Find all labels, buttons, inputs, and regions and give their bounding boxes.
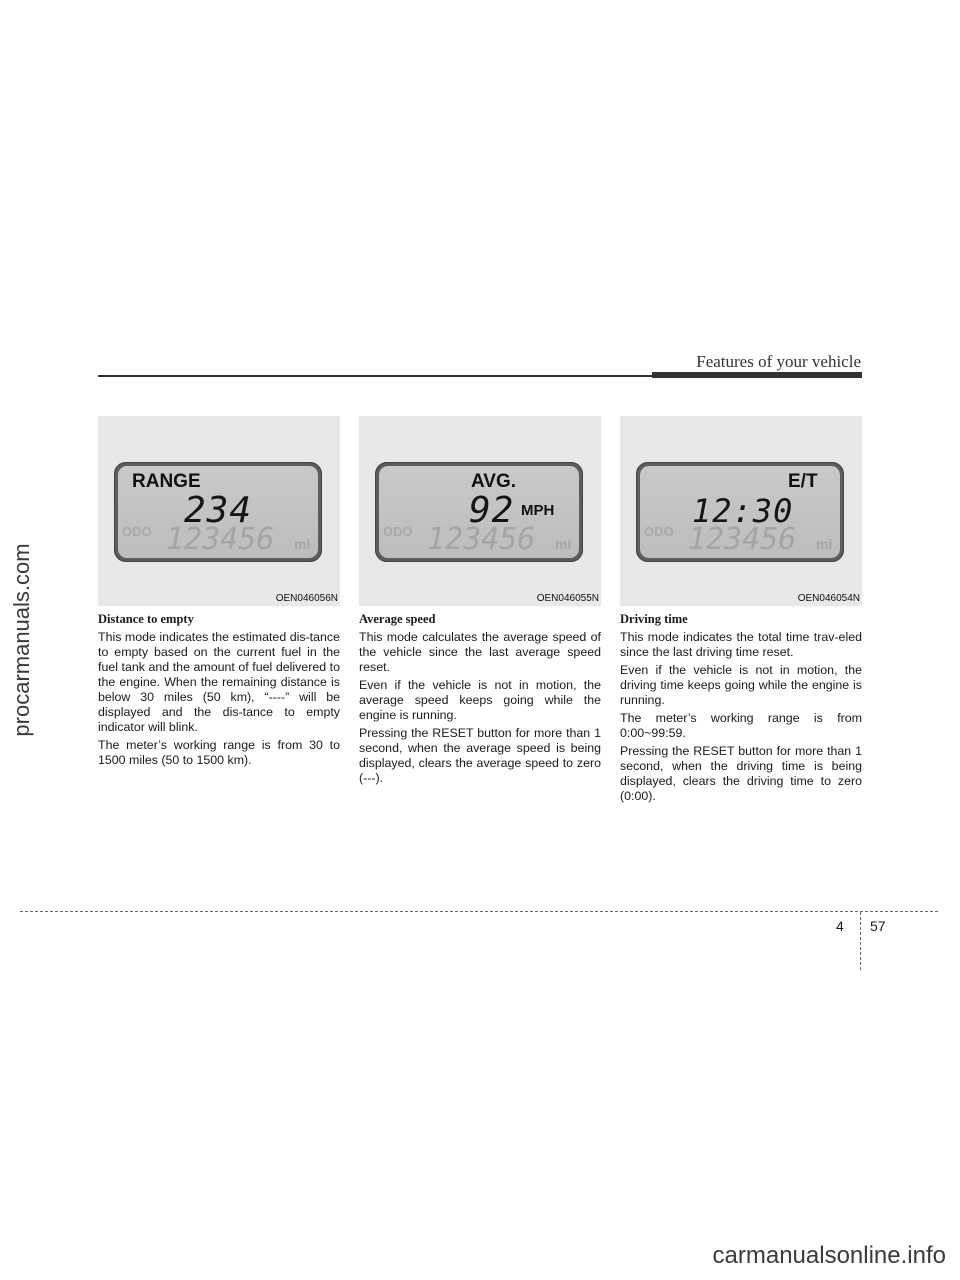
lcd-odo-value: 123456 bbox=[688, 522, 797, 557]
column-heading: Average speed bbox=[359, 612, 436, 626]
header-rule-accent bbox=[652, 372, 862, 378]
figure-code: OEN046056N bbox=[275, 593, 338, 604]
side-watermark bbox=[2, 540, 42, 740]
footer-watermark: carmanualsonline.info bbox=[712, 1242, 946, 1269]
text-column-distance-to-empty bbox=[98, 612, 340, 771]
chapter-number: 4 bbox=[836, 918, 844, 934]
side-watermark-text: procarmanuals.com bbox=[9, 543, 34, 737]
lcd-odo-unit: mi bbox=[816, 536, 833, 552]
lcd-odo-value: 123456 bbox=[166, 522, 275, 557]
section-title: Features of your vehicle bbox=[696, 352, 861, 371]
paragraph: The meter’s working range is from 30 to 1500 miles (50 to 1500 km). bbox=[98, 738, 340, 767]
paragraph: This mode calculates the average speed of the vehicle since the last average speed reset. bbox=[359, 630, 601, 674]
lcd-odo-label: ODO bbox=[122, 524, 152, 539]
figure-range-display bbox=[98, 416, 340, 606]
paragraph: Even if the vehicle is not in motion, the driving time keeps going while the engine is running. bbox=[620, 663, 862, 707]
lcd-mode-label: E/T bbox=[788, 471, 818, 492]
figure-code: OEN046055N bbox=[536, 593, 599, 604]
paragraph: This mode indicates the total time trav-eled since the last driving time reset. bbox=[620, 630, 862, 659]
lcd-mode-label: RANGE bbox=[132, 471, 201, 492]
paragraph: Pressing the RESET button for more than 1 second, when the average speed is being displayed, clears the average speed to zero (---). bbox=[359, 726, 601, 785]
lcd-odo-label: ODO bbox=[383, 524, 413, 539]
text-column-average-speed bbox=[359, 612, 601, 789]
lcd-odo-label: ODO bbox=[644, 524, 674, 539]
lcd-odo-unit: mi bbox=[555, 536, 572, 552]
figure-code: OEN046054N bbox=[797, 593, 860, 604]
paragraph: Even if the vehicle is not in motion, the average speed keeps going while the engine is running. bbox=[359, 678, 601, 722]
lcd-value: 12:30 bbox=[692, 492, 794, 530]
figure-driving-time-display bbox=[620, 416, 862, 606]
lcd-value: 234 bbox=[184, 490, 253, 531]
figure-average-speed-display bbox=[359, 416, 601, 606]
lcd-mode-label: AVG. bbox=[471, 471, 517, 492]
footer-vertical-divider bbox=[860, 912, 861, 970]
text-column-driving-time bbox=[620, 612, 862, 807]
lcd-display bbox=[636, 462, 844, 562]
lcd-odo-value: 123456 bbox=[427, 522, 536, 557]
lcd-display bbox=[375, 462, 583, 562]
column-heading: Distance to empty bbox=[98, 612, 194, 626]
paragraph: Pressing the RESET button for more than 1 second, when the driving time is being displayed, clears the driving time to zero (0:00). bbox=[620, 744, 862, 803]
footer-divider bbox=[20, 911, 938, 912]
column-heading: Driving time bbox=[620, 612, 688, 626]
lcd-value: 92 bbox=[469, 490, 515, 531]
page-number: 57 bbox=[870, 918, 886, 934]
lcd-unit: MPH bbox=[521, 502, 555, 519]
lcd-odo-unit: mi bbox=[294, 536, 311, 552]
paragraph: The meter’s working range is from 0:00~99:59. bbox=[620, 711, 862, 740]
paragraph: This mode indicates the estimated dis-tance to empty based on the current fuel in the fuel tank and the amount of fuel delivered to the engine. When the remaining distance is below 30 miles (50 km), “----” will be displayed and the dis-tance to empty indicator will blink. bbox=[98, 630, 340, 734]
lcd-display bbox=[114, 462, 322, 562]
